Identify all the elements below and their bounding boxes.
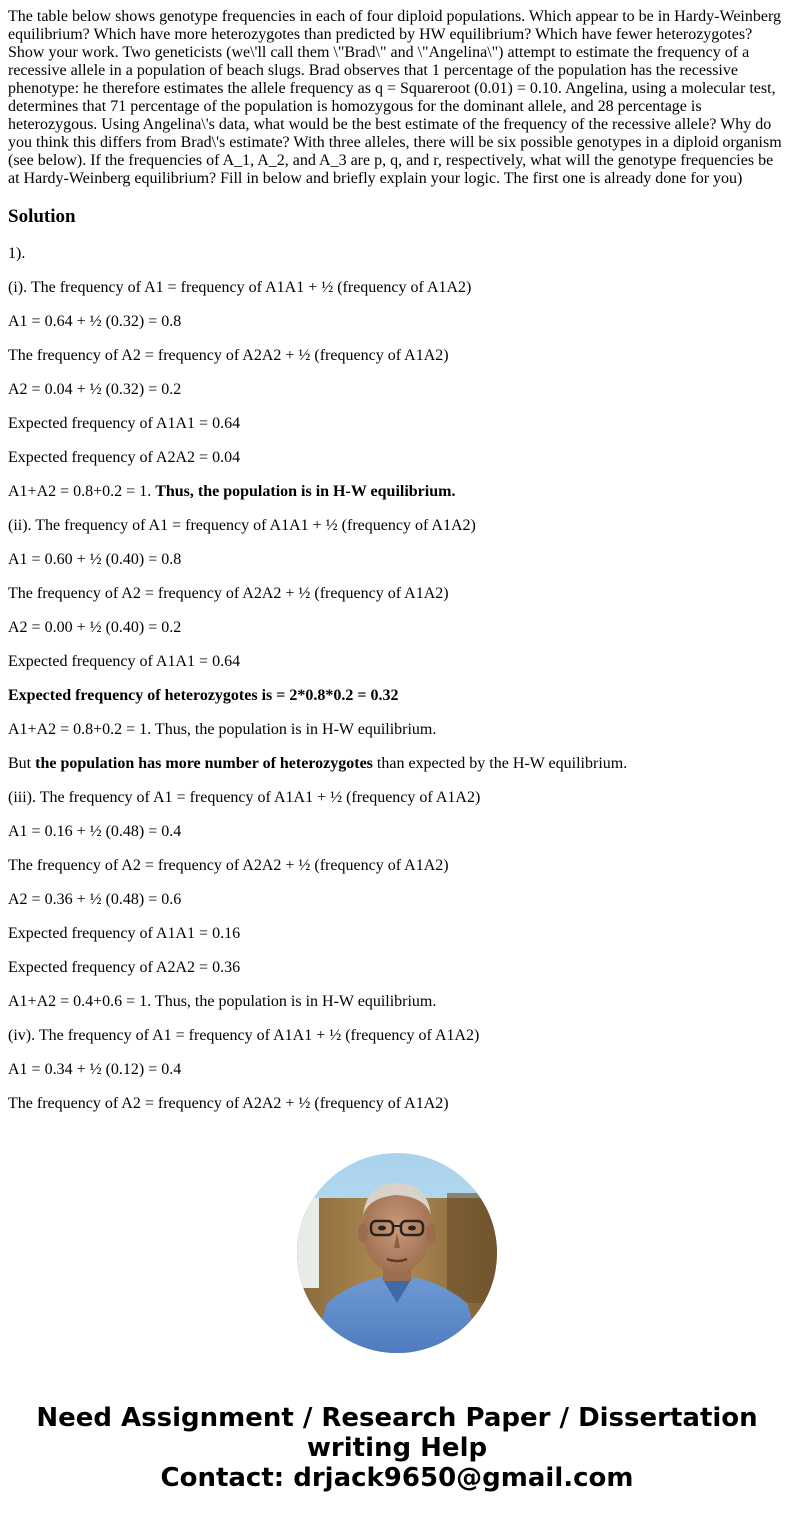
solution-line: (iii). The frequency of A1 = frequency of A1A1 + ½ (frequency of A1A2)	[8, 789, 481, 806]
conclusion-bold: Thus, the population is in H-W equilibrium.	[155, 483, 456, 500]
solution-line: A1 = 0.34 + ½ (0.12) = 0.4	[8, 1061, 182, 1078]
solution-line: A1 = 0.64 + ½ (0.32) = 0.8	[8, 313, 182, 330]
solution-line: A2 = 0.36 + ½ (0.48) = 0.6	[8, 891, 182, 908]
solution-line: Expected frequency of A1A1 = 0.64	[8, 653, 241, 670]
solution-line: The frequency of A2 = frequency of A2A2 + ½ (frequency of A1A2)	[8, 585, 449, 602]
solution-line: Expected frequency of A1A1 = 0.64	[8, 415, 241, 432]
question-text: The table below shows genotype frequencies in each of four diploid populations. Which appear to be in Hardy-Weinberg equilibrium? Which have more heterozygotes than predicted by HW equilibrium? Which have fewer heterozygotes? Show your work. Two geneticists (we\'ll call them \"Brad\" and \"Angelina\") attempt to estimate the frequency of a recessive allele in a population of beach slugs. Brad observes that 1 percentage of the population has the recessive phenotype: he therefore estimates the allele frequency as q = Squareroot (0.01) = 0.10. Angelina, using a molecular test, determines that 71 percentage of the population is homozygous for the dominant allele, and 28 percentage is heterozygous. Using Angelina\'s data, what would be the best estimate of the frequency of the recessive allele? Why do you think this differs from Brad\'s estimate? With three alleles, there will be six possible genotypes in a diploid organism (see below). If the frequencies of A_1, A_2, and A_3 are p, q, and r, respectively, what will the genotype frequencies be at Hardy-Weinberg equilibrium? Fill in below and briefly explain your logic. The first one is already done for you)	[8, 8, 782, 187]
author-portrait-icon	[297, 1153, 497, 1353]
solution-line: The frequency of A2 = frequency of A2A2 + ½ (frequency of A1A2)	[8, 1095, 449, 1112]
solution-line: A2 = 0.00 + ½ (0.40) = 0.2	[8, 619, 182, 636]
solution-line: Expected frequency of A2A2 = 0.36	[8, 959, 241, 976]
solution-line: Expected frequency of A2A2 = 0.04	[8, 449, 241, 466]
solution-line: (iv). The frequency of A1 = frequency of A1A1 + ½ (frequency of A1A2)	[8, 1027, 480, 1044]
solution-line: (ii). The frequency of A1 = frequency of A1A1 + ½ (frequency of A1A2)	[8, 517, 476, 534]
solution-line: A2 = 0.04 + ½ (0.32) = 0.2	[8, 381, 182, 398]
contact-email: Contact: drjack9650@gmail.com	[160, 1463, 634, 1493]
solution-line: (i). The frequency of A1 = frequency of A1A1 + ½ (frequency of A1A2)	[8, 279, 472, 296]
solution-line: The frequency of A2 = frequency of A2A2 + ½ (frequency of A1A2)	[8, 857, 449, 874]
solution-line: A1 = 0.60 + ½ (0.40) = 0.8	[8, 551, 182, 568]
heterozygote-expected-bold: Expected frequency of heterozygotes is = 2*0.8*0.2 = 0.32	[8, 687, 399, 704]
text-part: than expected by the H-W equilibrium.	[372, 755, 628, 772]
solution-line: The frequency of A2 = frequency of A2A2 + ½ (frequency of A1A2)	[8, 347, 449, 364]
solution-line: Expected frequency of A1A1 = 0.16	[8, 925, 241, 942]
footer-line: Need Assignment / Research Paper / Dissertation	[36, 1403, 758, 1433]
avatar	[297, 1153, 497, 1353]
solution-line: 1).	[8, 245, 26, 262]
solution-line-bold	[8, 687, 786, 705]
solution-line	[8, 755, 786, 773]
solution-line: A1+A2 = 0.8+0.2 = 1. Thus, the population is in H-W equilibrium.	[8, 721, 437, 738]
solution-line	[8, 483, 786, 501]
solution-line: A1 = 0.16 + ½ (0.48) = 0.4	[8, 823, 182, 840]
solution-heading: Solution	[8, 206, 76, 227]
equation-text: A1+A2 = 0.8+0.2 = 1.	[8, 483, 156, 500]
footer-line: writing Help	[306, 1433, 488, 1463]
conclusion-bold: the population has more number of heterozygotes	[35, 755, 373, 772]
footer-banner	[0, 1403, 794, 1493]
text-part: But	[8, 755, 36, 772]
solution-line: A1+A2 = 0.4+0.6 = 1. Thus, the population is in H-W equilibrium.	[8, 993, 437, 1010]
